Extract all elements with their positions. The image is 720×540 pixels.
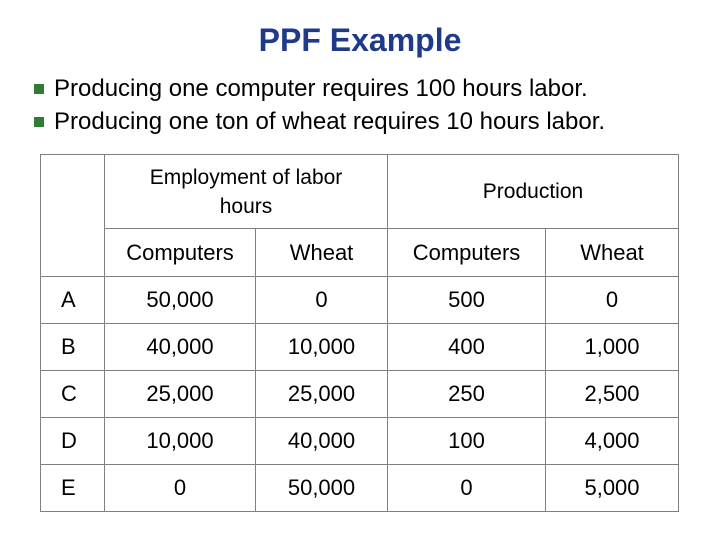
row-label: A	[41, 277, 105, 324]
table-row	[41, 324, 679, 371]
table-cell: 0	[546, 277, 679, 324]
row-label: D	[41, 418, 105, 465]
bullet-item	[34, 105, 714, 138]
subheader-emp-wheat: Wheat	[256, 229, 388, 277]
row-label: B	[41, 324, 105, 371]
table-cell: 25,000	[105, 371, 256, 418]
subheader-prod-wheat: Wheat	[546, 229, 679, 277]
table-header-row	[41, 155, 679, 229]
row-label: C	[41, 371, 105, 418]
table-cell: 0	[388, 465, 546, 512]
table-cell: 50,000	[256, 465, 388, 512]
square-bullet-icon	[34, 84, 44, 94]
table-cell: 0	[105, 465, 256, 512]
table-cell: 10,000	[256, 324, 388, 371]
bullet-item	[34, 72, 714, 105]
square-bullet-icon	[34, 117, 44, 127]
row-label: E	[41, 465, 105, 512]
table-cell: 25,000	[256, 371, 388, 418]
table-cell: 0	[256, 277, 388, 324]
table-cell: 250	[388, 371, 546, 418]
table-cell: 40,000	[105, 324, 256, 371]
bullet-list	[34, 72, 714, 138]
table-row	[41, 418, 679, 465]
subheader-prod-computers: Computers	[388, 229, 546, 277]
table-row	[41, 371, 679, 418]
table-subheader-row	[41, 229, 679, 277]
table-cell: 50,000	[105, 277, 256, 324]
table-cell: 10,000	[105, 418, 256, 465]
table-cell: 500	[388, 277, 546, 324]
corner-cell	[41, 155, 105, 277]
table-cell: 5,000	[546, 465, 679, 512]
employment-header: Employment of labor hours	[105, 155, 388, 229]
slide-title: PPF Example	[258, 22, 462, 58]
table-cell: 4,000	[546, 418, 679, 465]
bullet-text: Producing one computer requires 100 hours labor.	[54, 74, 588, 102]
bullet-text: Producing one ton of wheat requires 10 hours labor.	[54, 107, 606, 135]
table-row	[41, 465, 679, 512]
table-cell: 1,000	[546, 324, 679, 371]
production-header: Production	[388, 155, 679, 229]
table-cell: 2,500	[546, 371, 679, 418]
ppf-table	[40, 154, 679, 512]
table-cell: 100	[388, 418, 546, 465]
subheader-emp-computers: Computers	[105, 229, 256, 277]
table-cell: 40,000	[256, 418, 388, 465]
table-row	[41, 277, 679, 324]
table-cell: 400	[388, 324, 546, 371]
